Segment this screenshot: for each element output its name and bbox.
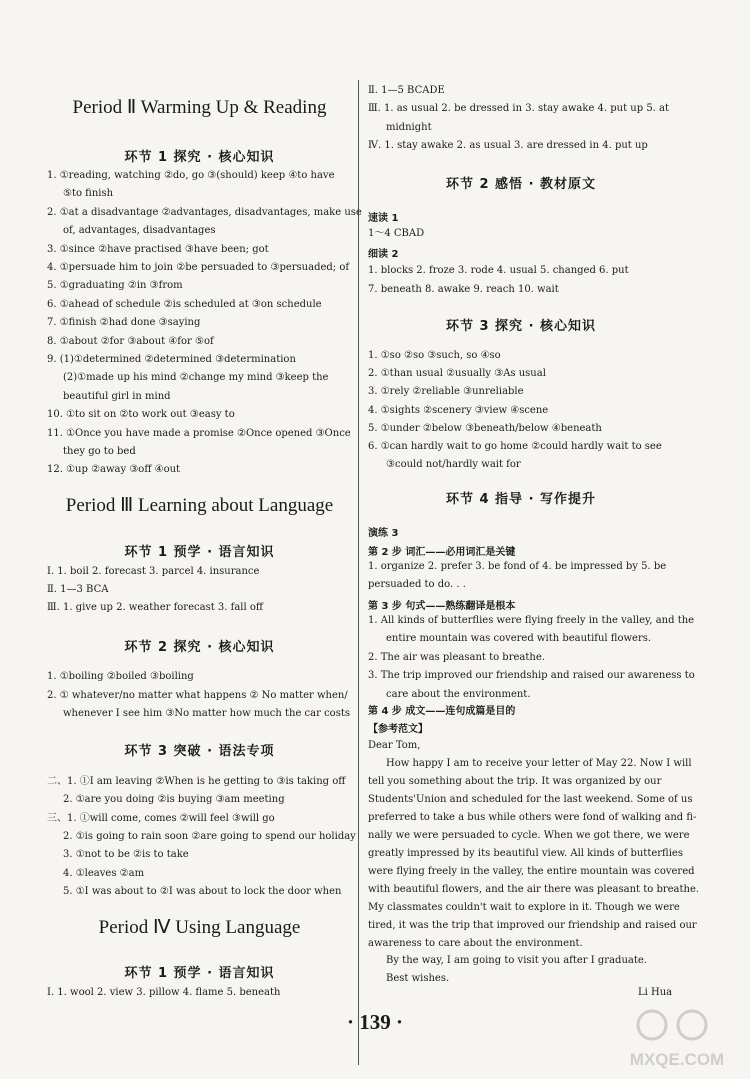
p4-section-1-heading: 环节 1 预学 · 语言知识 bbox=[124, 966, 275, 981]
letter-line: were flying freely in the valley, the entire mountain was covered bbox=[368, 865, 695, 877]
answer-line: (2)①made up his mind ②change my mind ③keep the bbox=[63, 372, 329, 384]
watermark-logo bbox=[612, 1003, 742, 1073]
answer-line: 3. The trip improved our friendship and raised our awareness to bbox=[368, 670, 695, 682]
p3-section-1-heading: 环节 1 预学 · 语言知识 bbox=[124, 545, 275, 560]
answer-line: 4. ①sights ②scenery ③view ④scene bbox=[368, 404, 549, 416]
period-2-title: Period Ⅱ Warming Up & Reading bbox=[72, 97, 327, 118]
letter-line: tell you something about the trip. It was organized by our bbox=[368, 775, 662, 787]
answer-line: 2. ①at a disadvantage ②advantages, disadvantages, make use bbox=[47, 206, 362, 218]
period-4-title: Period Ⅳ Using Language bbox=[98, 917, 301, 938]
letter-line: with beautiful flowers, and the air there was pleasant to breathe. bbox=[368, 883, 700, 895]
r-section-4-heading: 环节 4 指导 · 写作提升 bbox=[445, 492, 597, 507]
answer-line: 3. ①since ②have practised ③have been; got bbox=[47, 243, 269, 255]
answer-line: Ⅰ. 1. boil 2. forecast 3. parcel 4. insurance bbox=[47, 566, 260, 577]
step-2-label: 第 2 步 词汇——必用词汇是关键 bbox=[368, 547, 516, 558]
letter-line: How happy I am to receive your letter of May 22. Now I will bbox=[386, 758, 692, 769]
answer-line: 1. organize 2. prefer 3. be fond of 4. be impressed by 5. be bbox=[368, 561, 667, 572]
letter-greeting: Dear Tom, bbox=[368, 740, 421, 751]
answer-line: they go to bed bbox=[63, 446, 136, 457]
answer-line: 3. ①not to be ②is to take bbox=[63, 849, 189, 861]
answer-line: 11. ①Once you have made a promise ②Once opened ③Once bbox=[47, 427, 351, 439]
answer-line: 4. ①leaves ②am bbox=[63, 867, 145, 879]
letter-line: greatly impressed by its beautiful view. All kinds of butterflies bbox=[368, 847, 683, 859]
sudu-answers: 1～4 CBAD bbox=[368, 228, 425, 239]
p2-section-1-heading: 环节 1 探究 · 核心知识 bbox=[124, 150, 275, 165]
answer-line: 7. ①finish ②had done ③saying bbox=[47, 317, 201, 329]
sample-essay-label: 【参考范文】 bbox=[368, 724, 428, 735]
answer-line: Ⅰ. 1. wool 2. view 3. pillow 4. flame 5. beneath bbox=[47, 987, 281, 998]
answer-line: 1. ①reading, watching ②do, go ③(should) keep ④to have bbox=[47, 170, 335, 181]
answer-line: Ⅲ. 1. give up 2. weather forecast 3. fall off bbox=[47, 602, 263, 614]
r-section-3-heading: 环节 3 探究 · 核心知识 bbox=[445, 319, 597, 334]
letter-line: Students'Union and scheduled for the last weekend. Some of us bbox=[368, 793, 693, 805]
answer-line: 1. ①boiling ②boiled ③boiling bbox=[47, 671, 194, 682]
answer-line: ③could not/hardly wait for bbox=[386, 459, 521, 471]
p3-section-3-heading: 环节 3 突破 · 语法专项 bbox=[124, 744, 275, 759]
letter-line: nally we were persuaded to cycle. When we got there, we were bbox=[368, 829, 690, 841]
answer-line: Ⅳ. 1. stay awake 2. as usual 3. are dressed in 4. put up bbox=[368, 139, 648, 151]
answer-line: 12. ①up ②away ③off ④out bbox=[47, 464, 181, 476]
answer-line: 6. ①ahead of schedule ②is scheduled at ③on schedule bbox=[47, 298, 322, 310]
letter-line: My classmates couldn't wait to explore in it. Though we were bbox=[368, 901, 680, 913]
answer-line: Ⅲ. 1. as usual 2. be dressed in 3. stay awake 4. put up 5. at bbox=[368, 103, 670, 115]
step-4-label: 第 4 步 成文——连句成篇是目的 bbox=[368, 706, 516, 717]
answer-line: 4. ①persuade him to join ②be persuaded to ③persuaded; of bbox=[47, 262, 350, 273]
r-section-2-heading: 环节 2 感悟 · 教材原文 bbox=[445, 177, 597, 192]
letter-line: tired, it was the trip that improved our friendship and raised our bbox=[368, 919, 697, 931]
answer-line: 5. ①I was about to ②I was about to lock the door when bbox=[63, 885, 342, 897]
answer-line: 2. ①is going to rain soon ②are going to spend our holiday bbox=[63, 830, 356, 842]
answer-line: beautiful girl in mind bbox=[63, 390, 171, 402]
answer-line: 5. ①graduating ②in ③from bbox=[47, 280, 183, 292]
answer-line: 2. ① whatever/no matter what happens ② No matter when/ bbox=[47, 689, 348, 701]
answer-line: 1. ①so ②so ③such, so ④so bbox=[368, 350, 501, 361]
letter-signature: Li Hua bbox=[638, 987, 673, 998]
answer-line: of, advantages, disadvantages bbox=[63, 225, 216, 237]
answer-line: 5. ①under ②below ③beneath/below ④beneath bbox=[368, 422, 602, 434]
answer-line: 2. ①than usual ②usually ③As usual bbox=[368, 368, 546, 380]
answer-line: persuaded to do. . . bbox=[368, 579, 466, 590]
letter-line: By the way, I am going to visit you after I graduate. bbox=[386, 955, 647, 967]
answer-line: 8. ①about ②for ③about ④for ⑤of bbox=[47, 335, 214, 347]
step-3-label: 第 3 步 句式——熟练翻译是根本 bbox=[368, 601, 516, 612]
letter-line: preferred to take a bus while others were fond of walking and fi- bbox=[368, 811, 697, 823]
sudu-label: 速读 1 bbox=[368, 213, 399, 224]
letter-line: awareness to care about the environment. bbox=[368, 937, 583, 949]
answer-line: 三、1. ①will come, comes ②will feel ③will go bbox=[47, 812, 275, 824]
answer-line: care about the environment. bbox=[386, 688, 531, 700]
answer-line: 9. (1)①determined ②determined ③determination bbox=[47, 354, 296, 365]
answer-line: whenever I see him ③No matter how much the car costs bbox=[63, 708, 350, 719]
column-divider bbox=[358, 80, 359, 1065]
answer-line: 二、1. ①I am leaving ②When is he getting to ③is taking off bbox=[47, 776, 346, 787]
answer-line: Ⅱ. 1—5 BCADE bbox=[368, 85, 445, 96]
answer-line: 1. All kinds of butterflies were flying freely in the valley, and the bbox=[368, 615, 695, 626]
answer-line: ⑤to finish bbox=[63, 188, 114, 200]
answer-line: 2. ①are you doing ②is buying ③am meeting bbox=[63, 794, 285, 806]
period-3-title: Period Ⅲ Learning about Language bbox=[65, 495, 334, 516]
page-number: · 139 · bbox=[346, 1010, 403, 1034]
answer-line: midnight bbox=[386, 121, 432, 133]
answer-line: Ⅱ. 1—3 BCA bbox=[47, 584, 109, 596]
answer-line: 10. ①to sit on ②to work out ③easy to bbox=[47, 409, 235, 421]
svg-text:MXQE.COM: MXQE.COM bbox=[629, 1050, 725, 1069]
answer-line: entire mountain was covered with beautiful flowers. bbox=[386, 633, 652, 645]
answer-line: 6. ①can hardly wait to go home ②could hardly wait to see bbox=[368, 441, 662, 452]
p3-section-2-heading: 环节 2 探究 · 核心知识 bbox=[124, 640, 275, 655]
lianxi-label: 演练 3 bbox=[368, 528, 399, 539]
answer-line: 2. The air was pleasant to breathe. bbox=[368, 651, 545, 663]
xidu-label: 细读 2 bbox=[368, 249, 399, 260]
answer-line: 1. blocks 2. froze 3. rode 4. usual 5. changed 6. put bbox=[368, 265, 629, 276]
answer-line: 7. beneath 8. awake 9. reach 10. wait bbox=[368, 283, 559, 295]
answer-line: 3. ①rely ②reliable ③unreliable bbox=[368, 386, 524, 398]
letter-line: Best wishes. bbox=[386, 973, 450, 985]
